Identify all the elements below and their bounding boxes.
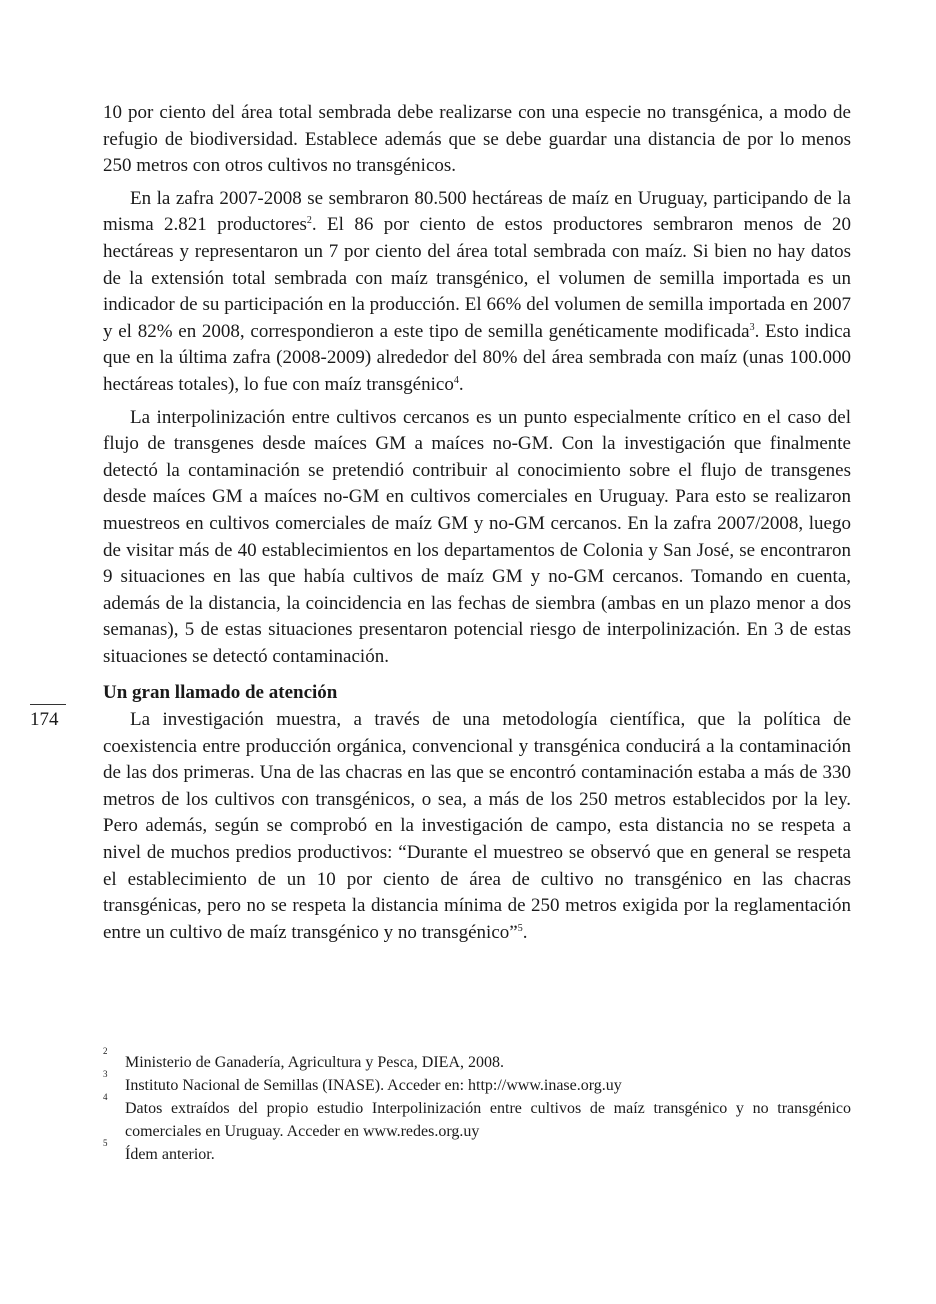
section-paragraph-part-a: La investigación muestra, a través de una metodología científica, que la política de coexistencia entre producción orgánica, convencional y transgénica conducirá a la contaminación de las dos primeras. Una de las chacras en las que se encontró contaminación estaba a más de 330 metros de los cultivos con transgénicos, o sea, a más de los 250 metros establecidos por la ley. Pero además, según se comprobó en la investigación de campo, esta distancia no se respeta a nivel de muchos predios productivos: “Durante el muestreo se observó que en general se respeta el establecimiento de un 10 por ciento de área de cultivo no transgénico en las chacras transgénicas, pero no se respeta la distancia mínima de 250 metros exigida por la reglamentación entre un cultivo de maíz transgénico y no transgénico” [103, 709, 851, 943]
paragraph-2-part-a: En la zafra 2007-2008 se sembraron 80.500 hectáreas de maíz en Uruguay, participando de la misma 2.821 productores [103, 187, 851, 236]
paragraph-2 [103, 186, 851, 399]
footnote-mark: 5 [103, 1138, 108, 1148]
footnote-3 [103, 1069, 851, 1097]
page-number: 174 [30, 709, 59, 730]
footnote-mark: 3 [103, 1069, 108, 1079]
paragraph-3: La interpolinización entre cultivos cercanos es un punto especialmente crítico en el caso del flujo de transgenes desde maíces GM a maíces no-GM. Con la investigación que finalmente detectó la contaminación se pretendió contribuir al conocimiento sobre el flujo de transgenes desde maíces GM a maíces no-GM en cultivos comerciales en Uruguay. Para esto se realizaron muestreos en cultivos comerciales de maíz GM y no-GM cercanos. En la zafra 2007/2008, luego de visitar más de 40 establecimientos en los departamentos de Colonia y San José, se encontraron 9 situaciones en las que había cultivos de maíz GM y no-GM cercanos. Tomando en cuenta, además de la distancia, la coincidencia en las fechas de siembra (ambas en un plazo menor a dos semanas), 5 de estas situaciones presentaron potencial riesgo de interpolinización. En 3 de estas situaciones se detectó contaminación. [103, 406, 851, 667]
section-heading: Un gran llamado de atención [103, 682, 338, 704]
footnote-text: Instituto Nacional de Semillas (INASE). Acceder en: http://www.inase.org.uy [125, 1077, 622, 1094]
paragraph-1: 10 por ciento del área total sembrada debe realizarse con una especie no transgénica, a modo de refugio de biodiversidad. Establece además que se debe guardar una distancia de por lo menos 250 metros con otros cultivos no transgénicos. [103, 102, 851, 177]
footnote-text: Datos extraídos del propio estudio Interpolinización entre cultivos de maíz transgénico y no transgénico comerciales en Uruguay. Acceder en www.redes.org.uy [125, 1100, 851, 1140]
page-number-rule [30, 704, 66, 705]
footnote-text: Ídem anterior. [125, 1146, 215, 1163]
footnote-ref-3: 3 [749, 321, 755, 333]
footnote-mark: 4 [103, 1092, 108, 1102]
paragraph-2-part-d: . [458, 373, 464, 395]
paragraph-2-part-b: . El 86 por ciento de estos productores sembraron menos de 20 hectáreas y representaron un 7 por ciento del área total sembrada con maíz. Si bien no hay datos de la extensión total sembrada con maíz transgénico, el volumen de semilla importada es un indicador de su participación en la producción. El 66% del volumen de semilla importada en 2007 y el 82% en 2008, correspondieron a este tipo de semilla genéticamente modificada [103, 214, 852, 342]
section-paragraph-part-b: . [522, 921, 528, 943]
footnote-mark: 2 [103, 1046, 108, 1056]
footnote-text: Ministerio de Ganadería, Agricultura y Pesca, DIEA, 2008. [125, 1054, 505, 1071]
footnote-ref-4: 4 [453, 374, 459, 386]
footnote-ref-2: 2 [306, 215, 312, 227]
section-paragraph [103, 707, 851, 946]
body-text [103, 100, 851, 952]
footnote-2 [103, 1046, 851, 1074]
footnote-4 [103, 1092, 851, 1143]
paragraph-2-part-c: . Esto indica que en la última zafra (2008-2009) alrededor del 80% del área sembrada con maíz (unas 100.000 hectáreas totales), lo fue con maíz transgénico [103, 320, 851, 395]
footnote-ref-5: 5 [517, 922, 523, 934]
footnote-5 [103, 1138, 851, 1166]
footnotes [103, 1046, 851, 1166]
